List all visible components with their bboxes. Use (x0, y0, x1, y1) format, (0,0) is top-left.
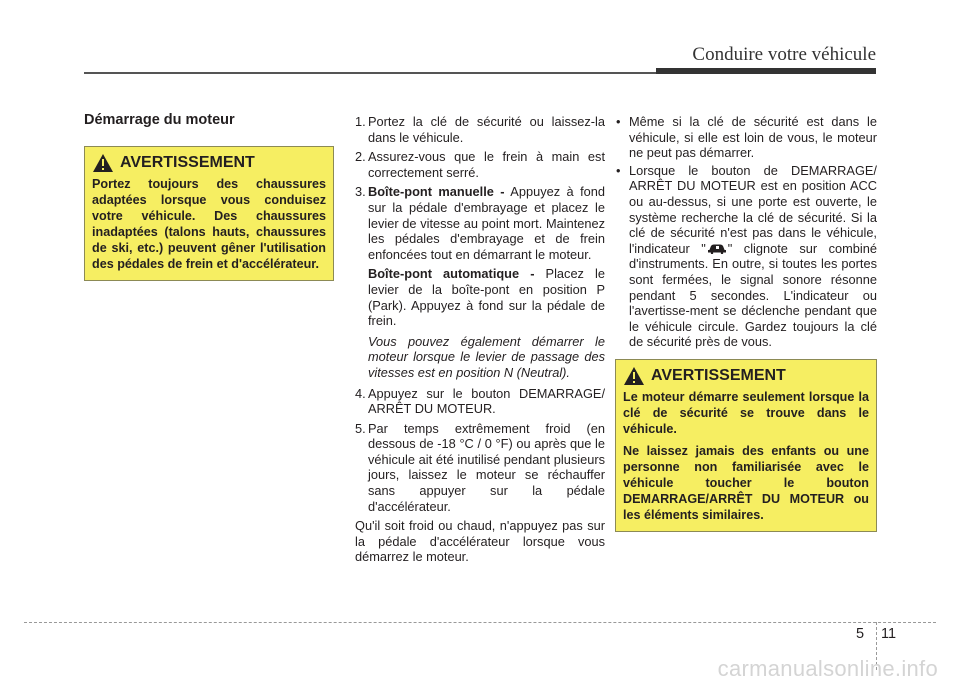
watermark: carmanualsonline.info (717, 656, 938, 681)
step-number: 3. (355, 184, 366, 200)
step-text: Par temps extrêmement froid (en dessous de -18 °C / 0 °F) ou après que le véhicule ait été inutilisé pendant plusieurs jours, laissez le moteur se réchauffer sans appuyer sur la pédale d'accélérateur. (368, 420, 605, 514)
step-number: 1. (355, 114, 366, 129)
column-left (84, 112, 334, 281)
step-text: Assurez-vous que le frein à main est correctement serré. (368, 149, 605, 180)
page-number: 11 (881, 626, 897, 642)
step-4 (355, 386, 605, 417)
warning-box-shoes (84, 146, 334, 281)
closing-paragraph: Qu'il soit froid ou chaud, n'appuyez pas sur la pédale d'accélérateur lorsque vous démarrez le moteur. (355, 518, 605, 565)
warning-text-1: Le moteur démarre seulement lorsque la clé de sécurité se trouve dans le véhicule. (623, 389, 869, 436)
column-middle (355, 114, 605, 565)
bullet-text-after: " clignote sur combiné d'instruments. En outre, si toutes les portes sont fermées, le signal sonore résonne pendant 5 secondes. L'indicateur ou l'avertisse-ment se déclenche pendant que le véhicule circule. Gardez toujours la clé de sécurité près de vous. (629, 240, 878, 350)
step-number: 5. (355, 420, 366, 436)
warning-text-2: Ne laissez jamais des enfants ou une personne non familiarisée avec le véhicule toucher le bouton DEMARRAGE/ARRÊT DU MOTEUR ou les éléments similaires. (623, 443, 869, 522)
chapter-number: 5 (856, 626, 865, 642)
footer-rule (24, 622, 936, 623)
step-number: 2. (355, 149, 366, 165)
step-1 (355, 114, 605, 145)
step-text: Portez la clé de sécurité ou laissez-la dans le véhicule. (368, 114, 605, 145)
automatic-gearbox-text: Placez le levier de la boîte-pont en position P (Park). Appuyez à fond sur la pédale de frein. (368, 266, 605, 329)
step-3-automatic (368, 266, 605, 328)
column-right (615, 114, 877, 532)
step-2 (355, 149, 605, 180)
step-5 (355, 421, 605, 515)
step-number: 4. (355, 385, 366, 401)
bullet-dot: • (616, 114, 621, 129)
warning-title: AVERTISSEMENT (651, 366, 786, 384)
bullet-dot: • (616, 162, 621, 178)
step-text: Appuyez sur le bouton DEMARRAGE/ ARRÊT DU MOTEUR. (368, 385, 605, 417)
manual-gearbox-label: Boîte-pont manuelle - (368, 184, 505, 200)
header-title: Conduire votre véhicule (692, 44, 876, 65)
automatic-gearbox-label: Boîte-pont automatique - (368, 266, 535, 282)
warning-triangle-icon (92, 153, 114, 173)
bullet-text-before: Lorsque le bouton de DEMARRAGE/ ARRÊT DU MOTEUR est en position ACC ou au-dessus, si une porte est ouverte, le système recherche la clé de sécurité. Si la clé de sécurité n'est pas dans le véhicule, l'indicateur " (629, 162, 877, 256)
car-key-indicator-icon (706, 243, 728, 254)
warning-triangle-icon (623, 366, 645, 386)
section-title: Démarrage du moteur (84, 112, 235, 128)
manual-gearbox-text: Appuyez à fond sur la pédale d'embrayage et placez le levier de vitesse au point mort. Maintenez les pédales d'embrayage et de frein enfoncées tout en démarrant le moteur. (368, 184, 605, 262)
warning-text: Portez toujours des chaussures adaptées lorsque vous conduisez votre véhicule. Des chaussures inadaptées (talons hauts, chaussures de ski, etc.) peuvent gêner l'utilisation des pédales de frein et d'accélérateur. (92, 177, 326, 271)
neutral-note: Vous pouvez également démarrer le moteur lorsque le levier de passage des vitesses est en position N (Neutral). (368, 333, 605, 380)
warning-box-key (615, 359, 877, 532)
bullet-text: Même si la clé de sécurité est dans le véhicule, si elle est loin de vous, le moteur ne peut pas démarrer. (629, 114, 877, 161)
header-rule-thick (656, 68, 876, 74)
bullet-key-distance (615, 114, 877, 161)
step-3 (355, 184, 605, 262)
header-rule-thin (84, 72, 656, 74)
bullet-key-search (615, 163, 877, 350)
warning-title: AVERTISSEMENT (120, 154, 255, 171)
